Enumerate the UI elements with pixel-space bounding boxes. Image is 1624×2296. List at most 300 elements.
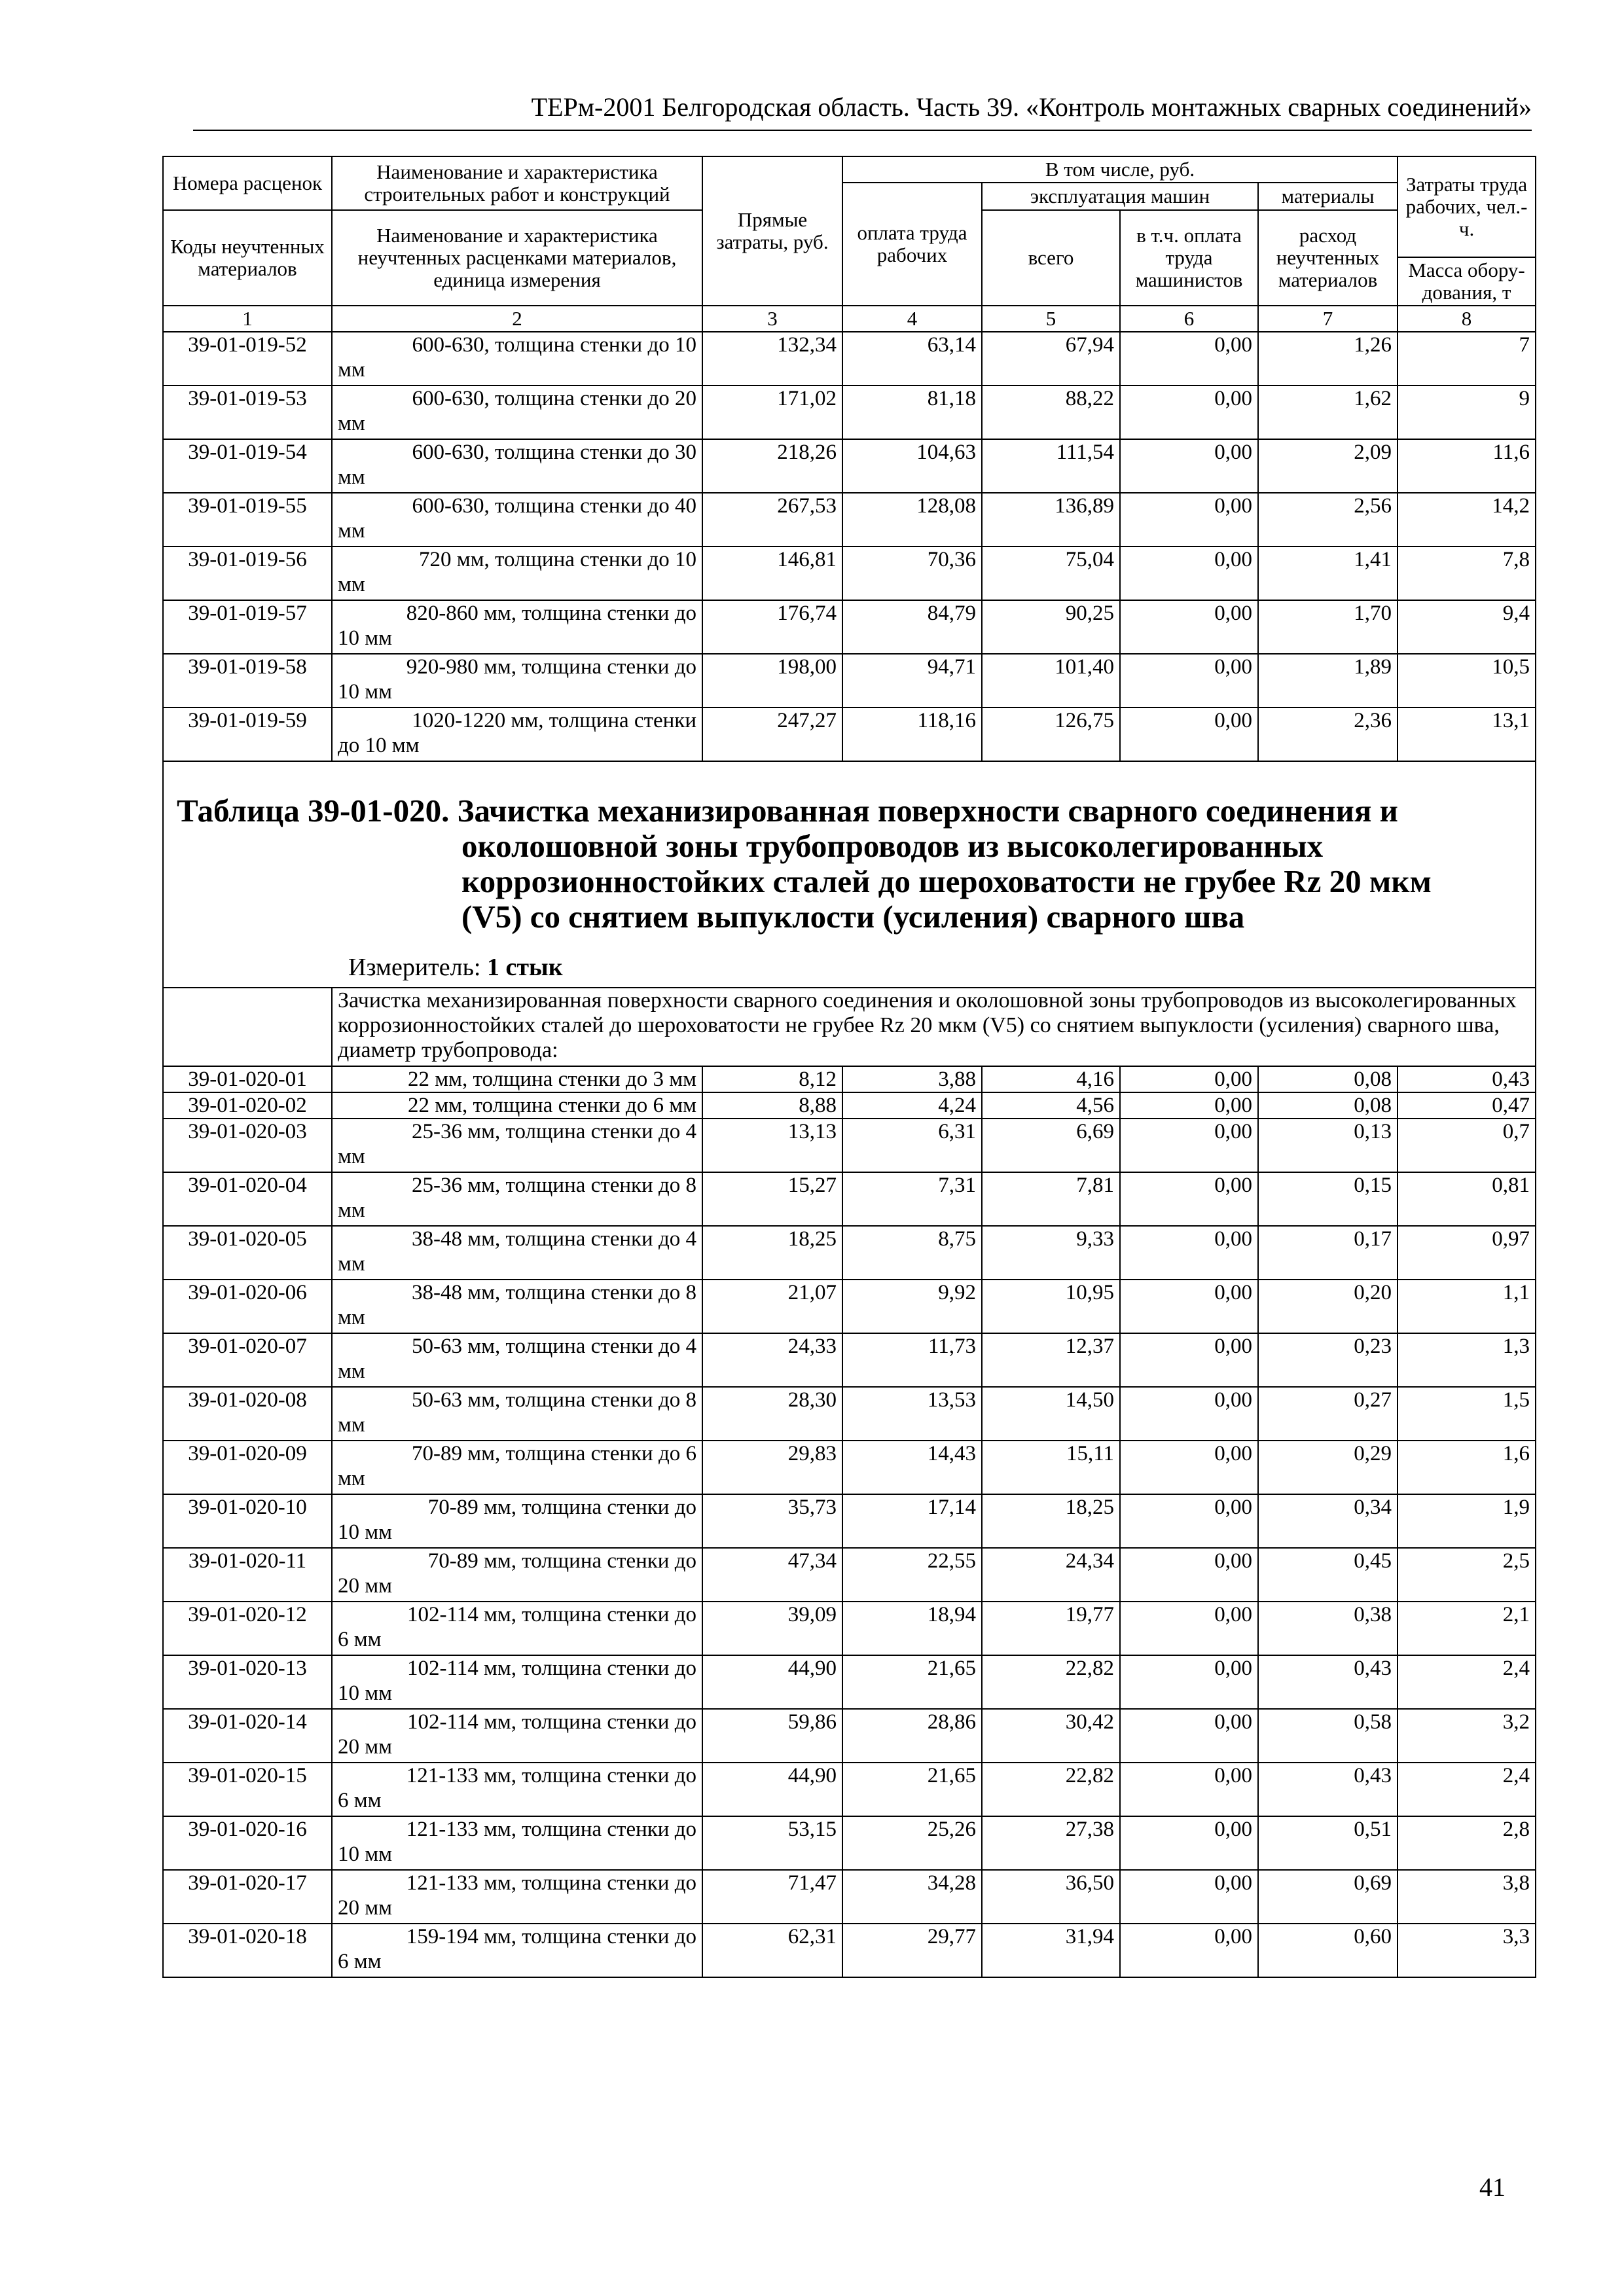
work-name [332,1280,702,1333]
machine-total: 67,94 [982,332,1120,386]
work-name [332,1387,702,1441]
table-row [163,654,1536,708]
operator-pay: 0,00 [1120,1280,1258,1333]
rate-code: 39-01-020-13 [163,1655,332,1709]
direct-costs: 24,33 [702,1333,842,1387]
direct-costs: 198,00 [702,654,842,708]
work-name-line-1: 1020-1220 мм, толщина стенки [412,709,696,732]
rate-code: 39-01-020-09 [163,1441,332,1494]
materials-value: 1,41 [1258,547,1398,600]
work-name [332,547,702,600]
table-row [163,1172,1536,1226]
labor-costs: 1,3 [1398,1333,1536,1387]
worker-pay: 128,08 [842,493,982,547]
rate-code: 39-01-019-52 [163,332,332,386]
rate-code: 39-01-020-14 [163,1709,332,1763]
direct-costs: 62,31 [702,1924,842,1977]
th-work-name: Наименование и характеристика строительных работ и конструкций [332,156,702,210]
machine-total: 136,89 [982,493,1120,547]
table-row [163,1763,1536,1816]
column-number: 8 [1398,306,1536,332]
work-name-line-2: 10 мм [338,626,393,650]
work-name-line-1: 600-630, толщина стенки до 10 [412,333,696,357]
work-name-line-2: мм [338,1413,365,1437]
operator-pay: 0,00 [1120,1763,1258,1816]
worker-pay: 94,71 [842,654,982,708]
worker-pay: 25,26 [842,1816,982,1870]
labor-costs: 0,97 [1398,1226,1536,1280]
materials-value: 0,17 [1258,1226,1398,1280]
labor-costs: 2,4 [1398,1655,1536,1709]
direct-costs: 44,90 [702,1763,842,1816]
work-name-line-2: мм [338,358,365,382]
operator-pay: 0,00 [1120,1092,1258,1119]
work-name [332,1816,702,1870]
worker-pay: 70,36 [842,547,982,600]
labor-costs: 0,43 [1398,1066,1536,1092]
machine-total: 4,56 [982,1092,1120,1119]
worker-pay: 9,92 [842,1280,982,1333]
table-row [163,600,1536,654]
rate-code: 39-01-019-58 [163,654,332,708]
work-name-line-1: 600-630, толщина стенки до 30 [412,440,696,464]
rates-table [162,156,1536,1978]
column-number: 4 [842,306,982,332]
materials-value: 0,13 [1258,1119,1398,1172]
th-machine-ops: эксплуатация машин [982,183,1258,210]
materials-value: 0,38 [1258,1602,1398,1655]
work-name-line-2: мм [338,1145,365,1168]
work-name-line-2: 10 мм [338,1520,393,1544]
th-materials-use: расход неучтенных материалов [1258,210,1398,306]
machine-total: 9,33 [982,1226,1120,1280]
table-title-row [163,761,1536,988]
labor-costs: 14,2 [1398,493,1536,547]
column-numbers-row [163,306,1536,332]
th-worker-pay: оплата труда рабочих [842,183,982,306]
work-name [332,439,702,493]
operator-pay: 0,00 [1120,493,1258,547]
work-name [332,1655,702,1709]
rate-code: 39-01-020-17 [163,1870,332,1924]
work-name-line-1: 38-48 мм, толщина стенки до 4 [411,1227,696,1251]
direct-costs: 8,12 [702,1066,842,1092]
operator-pay: 0,00 [1120,1226,1258,1280]
work-name-line-1: 22 мм, толщина стенки до 3 мм [407,1067,696,1091]
work-name-line-1: 600-630, толщина стенки до 20 [412,387,696,410]
materials-value: 1,70 [1258,600,1398,654]
operator-pay: 0,00 [1120,386,1258,439]
direct-costs: 44,90 [702,1655,842,1709]
work-name [332,1092,702,1119]
operator-pay: 0,00 [1120,439,1258,493]
meter-value: 1 стык [487,954,563,981]
direct-costs: 247,27 [702,708,842,761]
work-name-line-2: мм [338,465,365,489]
table-row [163,547,1536,600]
rate-code: 39-01-020-18 [163,1924,332,1977]
direct-costs: 29,83 [702,1441,842,1494]
machine-total: 19,77 [982,1602,1120,1655]
operator-pay: 0,00 [1120,1441,1258,1494]
work-name-line-1: 102-114 мм, толщина стенки до [406,1710,696,1734]
machine-total: 4,16 [982,1066,1120,1092]
work-name-line-1: 25-36 мм, толщина стенки до 4 [411,1120,696,1143]
work-name-line-2: 20 мм [338,1735,393,1759]
labor-costs: 3,3 [1398,1924,1536,1977]
table-heading-line-1: Зачистка механизированная поверхности сварного соединения и [457,793,1398,829]
rate-code: 39-01-020-11 [163,1548,332,1602]
work-name-line-1: 820-860 мм, толщина стенки до [406,601,696,625]
materials-value: 1,62 [1258,386,1398,439]
table-row [163,332,1536,386]
operator-pay: 0,00 [1120,1655,1258,1709]
work-name-line-2: мм [338,519,365,543]
machine-total: 18,25 [982,1494,1120,1548]
direct-costs: 8,88 [702,1092,842,1119]
operator-pay: 0,00 [1120,1066,1258,1092]
labor-costs: 7,8 [1398,547,1536,600]
work-name-line-2: 10 мм [338,1681,393,1705]
worker-pay: 3,88 [842,1066,982,1092]
operator-pay: 0,00 [1120,1387,1258,1441]
work-name-line-1: 121-133 мм, толщина стенки до [406,1764,696,1787]
rate-code: 39-01-020-15 [163,1763,332,1816]
work-name-line-1: 600-630, толщина стенки до 40 [412,494,696,518]
materials-value: 0,08 [1258,1092,1398,1119]
work-name-line-1: 720 мм, толщина стенки до 10 [418,548,696,571]
work-name [332,1441,702,1494]
machine-total: 22,82 [982,1763,1120,1816]
worker-pay: 81,18 [842,386,982,439]
rate-code: 39-01-020-08 [163,1387,332,1441]
th-direct-costs: Прямые затраты, руб. [702,156,842,306]
rate-code: 39-01-020-04 [163,1172,332,1226]
table-row [163,386,1536,439]
running-header: ТЕРм-2001 Белгородская область. Часть 39. «Контроль монтажных сварных соединений» [531,92,1532,122]
operator-pay: 0,00 [1120,600,1258,654]
column-number: 7 [1258,306,1398,332]
operator-pay: 0,00 [1120,1548,1258,1602]
table-row [163,1226,1536,1280]
materials-value: 0,69 [1258,1870,1398,1924]
worker-pay: 29,77 [842,1924,982,1977]
direct-costs: 21,07 [702,1280,842,1333]
materials-value: 0,20 [1258,1280,1398,1333]
th-rate-numbers: Номера расценок [163,156,332,210]
worker-pay: 13,53 [842,1387,982,1441]
th-labor-costs: Затраты труда рабочих, чел.-ч. [1398,156,1536,257]
worker-pay: 8,75 [842,1226,982,1280]
operator-pay: 0,00 [1120,708,1258,761]
work-name [332,1602,702,1655]
worker-pay: 7,31 [842,1172,982,1226]
table-heading-line-3: коррозионностойких сталей до шероховатости не грубее Rz 20 мкм [461,863,1432,899]
work-name-line-1: 102-114 мм, толщина стенки до [406,1603,696,1626]
machine-total: 14,50 [982,1387,1120,1441]
table-heading-line-4: (V5) со снятием выпуклости (усиления) сварного шва [461,899,1245,935]
work-name [332,1066,702,1092]
work-name-line-1: 70-89 мм, толщина стенки до 6 [411,1442,696,1465]
machine-total: 27,38 [982,1816,1120,1870]
column-number: 6 [1120,306,1258,332]
direct-costs: 267,53 [702,493,842,547]
work-name-line-1: 920-980 мм, толщина стенки до [406,655,696,679]
worker-pay: 17,14 [842,1494,982,1548]
materials-value: 0,43 [1258,1655,1398,1709]
direct-costs: 13,13 [702,1119,842,1172]
rate-code: 39-01-020-10 [163,1494,332,1548]
table-row [163,1092,1536,1119]
work-name-line-1: 121-133 мм, толщина стенки до [406,1818,696,1841]
work-name [332,1870,702,1924]
work-name [332,386,702,439]
materials-value: 0,34 [1258,1494,1398,1548]
direct-costs: 39,09 [702,1602,842,1655]
materials-value: 0,45 [1258,1548,1398,1602]
direct-costs: 171,02 [702,386,842,439]
work-name-line-2: мм [338,1359,365,1383]
direct-costs: 146,81 [702,547,842,600]
table-row [163,1602,1536,1655]
labor-costs: 2,4 [1398,1763,1536,1816]
column-number: 5 [982,306,1120,332]
work-name-line-1: 159-194 мм, толщина стенки до [406,1925,696,1948]
machine-total: 15,11 [982,1441,1120,1494]
machine-total: 6,69 [982,1119,1120,1172]
rate-code: 39-01-019-55 [163,493,332,547]
work-name [332,600,702,654]
machine-total: 10,95 [982,1280,1120,1333]
machine-total: 7,81 [982,1172,1120,1226]
meter-label: Измеритель: [348,954,481,981]
operator-pay: 0,00 [1120,332,1258,386]
work-name [332,1172,702,1226]
th-total: всего [982,210,1120,306]
work-name-line-1: 38-48 мм, толщина стенки до 8 [411,1281,696,1304]
work-name-line-2: 10 мм [338,1842,393,1866]
table-heading-line-2: околошовной зоны трубопроводов из высоколегированных [461,828,1324,864]
operator-pay: 0,00 [1120,1870,1258,1924]
work-name [332,1333,702,1387]
direct-costs: 18,25 [702,1226,842,1280]
table-row [163,1870,1536,1924]
th-equipment-mass: Масса обору-дования, т [1398,257,1536,306]
operator-pay: 0,00 [1120,1709,1258,1763]
th-including: В том числе, руб. [842,156,1398,183]
table-heading-number: Таблица 39-01-020. [177,793,450,829]
table-row [163,1387,1536,1441]
work-name-line-2: мм [338,573,365,596]
machine-total: 101,40 [982,654,1120,708]
direct-costs: 28,30 [702,1387,842,1441]
work-name-line-1: 22 мм, толщина стенки до 6 мм [407,1094,696,1117]
work-name-line-2: 6 мм [338,1789,382,1812]
machine-total: 126,75 [982,708,1120,761]
rate-code: 39-01-020-12 [163,1602,332,1655]
rate-code: 39-01-020-06 [163,1280,332,1333]
direct-costs: 15,27 [702,1172,842,1226]
work-name-line-1: 25-36 мм, толщина стенки до 8 [411,1174,696,1197]
direct-costs: 132,34 [702,332,842,386]
rate-code: 39-01-020-03 [163,1119,332,1172]
work-name-line-2: мм [338,1306,365,1329]
work-name-line-1: 50-63 мм, толщина стенки до 4 [411,1335,696,1358]
labor-costs: 2,5 [1398,1548,1536,1602]
materials-value: 1,89 [1258,654,1398,708]
table-row [163,708,1536,761]
worker-pay: 21,65 [842,1655,982,1709]
work-name [332,1548,702,1602]
column-number: 1 [163,306,332,332]
labor-costs: 2,8 [1398,1816,1536,1870]
rate-code: 39-01-019-54 [163,439,332,493]
direct-costs: 176,74 [702,600,842,654]
work-name [332,1494,702,1548]
materials-value: 0,29 [1258,1441,1398,1494]
meter-line [348,953,563,982]
work-name-line-1: 102-114 мм, толщина стенки до [406,1657,696,1680]
labor-costs: 0,81 [1398,1172,1536,1226]
work-name-line-1: 121-133 мм, толщина стенки до [406,1871,696,1895]
work-name-line-2: 6 мм [338,1950,382,1973]
worker-pay: 104,63 [842,439,982,493]
work-name [332,1763,702,1816]
rate-code: 39-01-019-57 [163,600,332,654]
operator-pay: 0,00 [1120,654,1258,708]
labor-costs: 2,1 [1398,1602,1536,1655]
table-row [163,1494,1536,1548]
materials-value: 0,60 [1258,1924,1398,1977]
work-name [332,1924,702,1977]
labor-costs: 10,5 [1398,654,1536,708]
table-row [163,1280,1536,1333]
work-name [332,1709,702,1763]
operator-pay: 0,00 [1120,1602,1258,1655]
operator-pay: 0,00 [1120,1494,1258,1548]
work-name-line-1: 70-89 мм, толщина стенки до [427,1496,696,1519]
materials-value: 0,58 [1258,1709,1398,1763]
table-row [163,493,1536,547]
materials-value: 2,56 [1258,493,1398,547]
machine-total: 12,37 [982,1333,1120,1387]
table-row [163,439,1536,493]
group-description-row [163,988,1536,1066]
work-name-line-2: мм [338,1198,365,1222]
operator-pay: 0,00 [1120,1816,1258,1870]
work-name-line-2: до 10 мм [338,734,420,757]
rate-code: 39-01-020-16 [163,1816,332,1870]
machine-total: 24,34 [982,1548,1120,1602]
rate-code: 39-01-020-05 [163,1226,332,1280]
column-number: 2 [332,306,702,332]
operator-pay: 0,00 [1120,1172,1258,1226]
worker-pay: 18,94 [842,1602,982,1655]
worker-pay: 21,65 [842,1763,982,1816]
work-name [332,654,702,708]
labor-costs: 3,8 [1398,1870,1536,1924]
labor-costs: 1,9 [1398,1494,1536,1548]
worker-pay: 6,31 [842,1119,982,1172]
worker-pay: 34,28 [842,1870,982,1924]
worker-pay: 63,14 [842,332,982,386]
work-name-line-1: 70-89 мм, толщина стенки до [427,1549,696,1573]
materials-value: 1,26 [1258,332,1398,386]
machine-total: 36,50 [982,1870,1120,1924]
direct-costs: 47,34 [702,1548,842,1602]
worker-pay: 118,16 [842,708,982,761]
labor-costs: 13,1 [1398,708,1536,761]
table-row [163,1655,1536,1709]
table-row [163,1441,1536,1494]
table-title-cell [163,761,1536,988]
machine-total: 22,82 [982,1655,1120,1709]
th-materials: материалы [1258,183,1398,210]
th-operator-pay: в т.ч. оплата труда машинистов [1120,210,1258,306]
materials-value: 2,36 [1258,708,1398,761]
worker-pay: 11,73 [842,1333,982,1387]
header-rule [193,130,1532,131]
direct-costs: 71,47 [702,1870,842,1924]
direct-costs: 53,15 [702,1816,842,1870]
machine-total: 88,22 [982,386,1120,439]
work-name-line-2: 20 мм [338,1574,393,1598]
materials-value: 0,27 [1258,1387,1398,1441]
rate-code: 39-01-019-56 [163,547,332,600]
work-name [332,493,702,547]
page-number: 41 [1479,2172,1506,2202]
rate-code: 39-01-020-02 [163,1092,332,1119]
group-description: Зачистка механизированная поверхности сварного соединения и околошовной зоны трубопроводов из высоколегированных коррозионностойких сталей до шероховатости не грубее Rz 20 мкм (V5) со снятием выпуклости (усиления) сварного шва, диаметр трубопровода: [332,988,1536,1066]
labor-costs: 0,47 [1398,1092,1536,1119]
worker-pay: 14,43 [842,1441,982,1494]
work-name [332,708,702,761]
table-row [163,1548,1536,1602]
operator-pay: 0,00 [1120,1333,1258,1387]
direct-costs: 218,26 [702,439,842,493]
table-row [163,1924,1536,1977]
direct-costs: 59,86 [702,1709,842,1763]
labor-costs: 1,1 [1398,1280,1536,1333]
table-heading [177,793,1525,935]
th-material-name: Наименование и характеристика неучтенных расценками материалов, единица измерения [332,210,702,306]
machine-total: 90,25 [982,600,1120,654]
work-name [332,1226,702,1280]
materials-value: 2,09 [1258,439,1398,493]
work-name-line-2: 6 мм [338,1628,382,1651]
rate-code: 39-01-019-53 [163,386,332,439]
table-row [163,1066,1536,1092]
materials-value: 0,23 [1258,1333,1398,1387]
column-number: 3 [702,306,842,332]
work-name-line-2: 20 мм [338,1896,393,1920]
machine-total: 75,04 [982,547,1120,600]
rate-code: 39-01-020-07 [163,1333,332,1387]
th-unaccounted-codes: Коды неучтенных материалов [163,210,332,306]
labor-costs: 1,6 [1398,1441,1536,1494]
work-name-line-1: 50-63 мм, толщина стенки до 8 [411,1388,696,1412]
table-row [163,1333,1536,1387]
worker-pay: 4,24 [842,1092,982,1119]
worker-pay: 28,86 [842,1709,982,1763]
rate-code: 39-01-020-01 [163,1066,332,1092]
labor-costs: 3,2 [1398,1709,1536,1763]
labor-costs: 0,7 [1398,1119,1536,1172]
materials-value: 0,08 [1258,1066,1398,1092]
operator-pay: 0,00 [1120,1924,1258,1977]
direct-costs: 35,73 [702,1494,842,1548]
machine-total: 111,54 [982,439,1120,493]
